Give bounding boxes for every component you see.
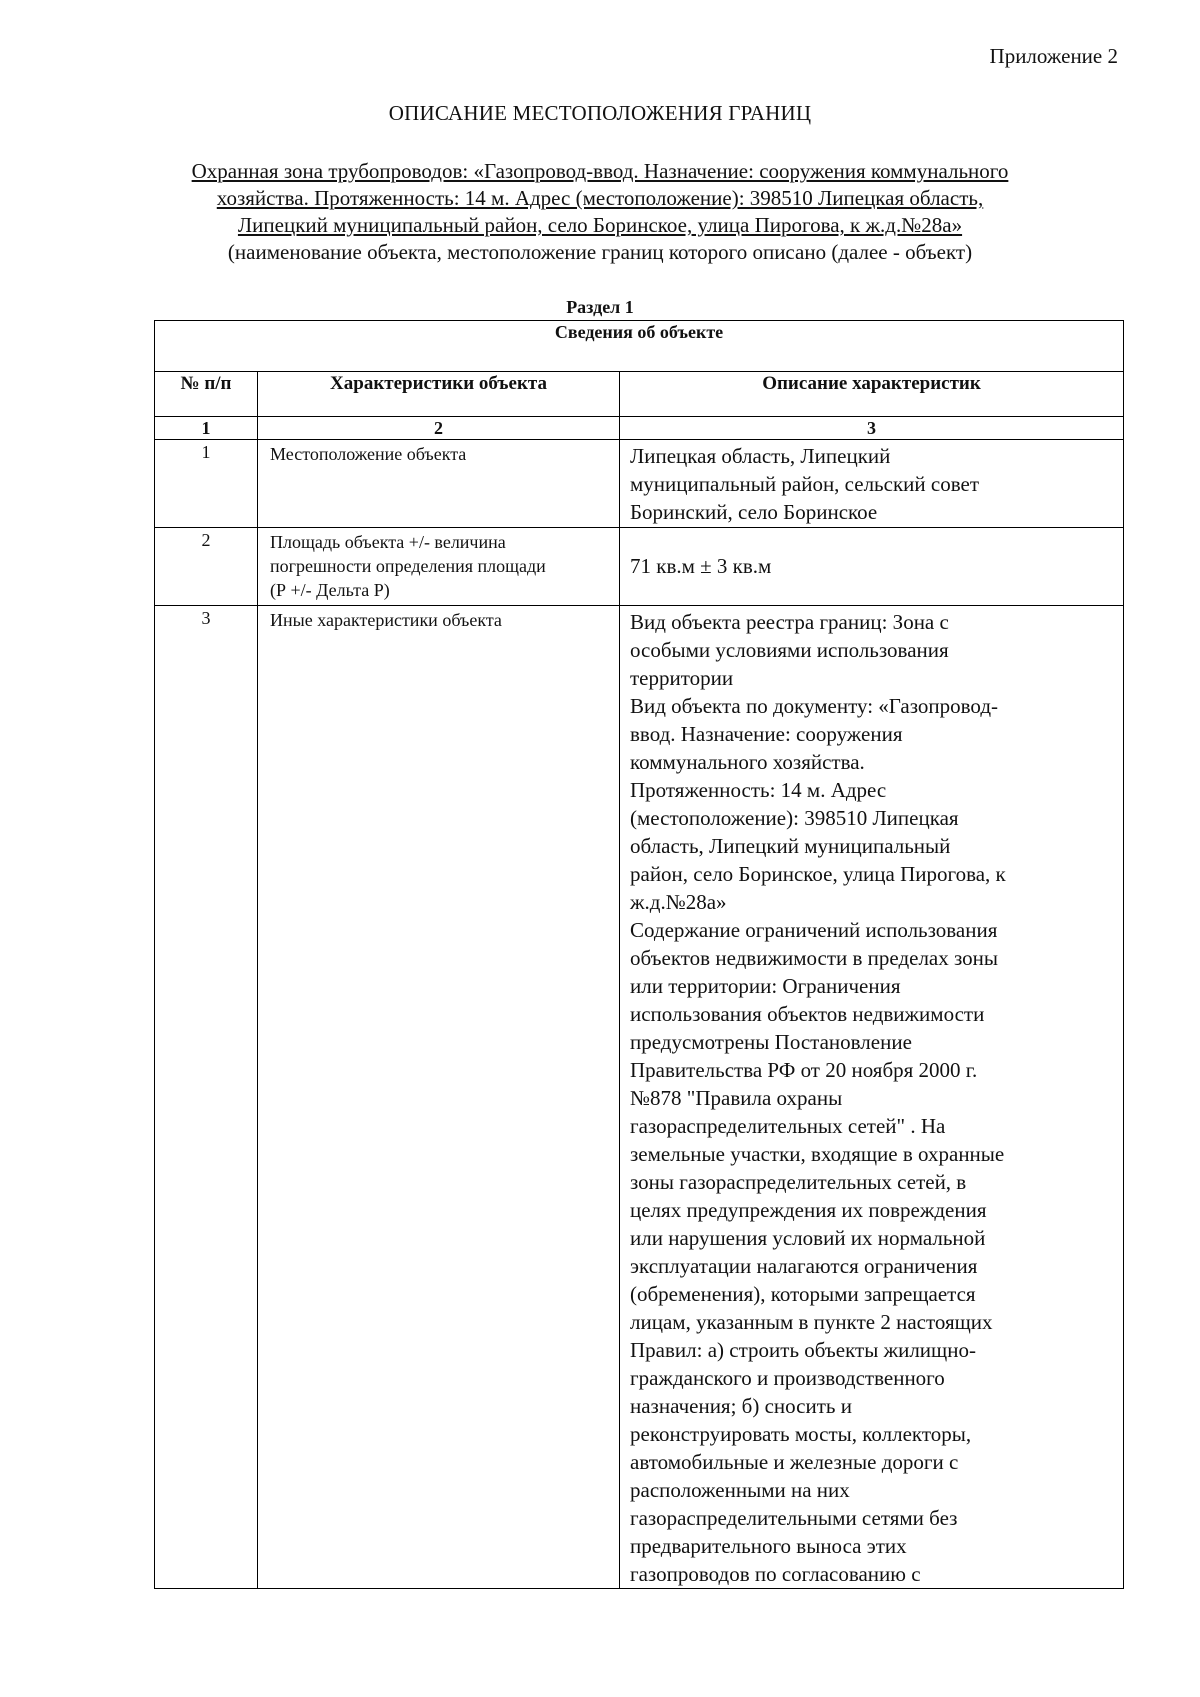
table-header-row: [155, 372, 1124, 417]
description-line: Вид объекта реестра границ: Зона с: [630, 610, 949, 634]
description-line: зоны газораспределительных сетей, в: [630, 1170, 967, 1194]
description-line: коммунального хозяйства.: [630, 750, 865, 774]
description-line: назначения; б) сносить и: [630, 1394, 852, 1418]
description-line: Правил: а) строить объекты жилищно-: [630, 1338, 976, 1362]
row-number: 2: [155, 528, 258, 606]
column-index-row: [155, 417, 1124, 440]
description-line: район, село Боринское, улица Пирогова, к: [630, 862, 1006, 886]
description-line: земельные участки, входящие в охранные: [630, 1142, 1005, 1166]
object-description: [100, 158, 1100, 266]
description-line: расположенными на них: [630, 1478, 850, 1502]
characteristic-line: Местоположение объекта: [270, 444, 467, 464]
description-line: область, Липецкий муниципальный: [630, 834, 951, 858]
description-line: Содержание ограничений использования: [630, 918, 998, 942]
description-line: ввод. Назначение: сооружения: [630, 722, 903, 746]
characteristic-line: (Р +/- Дельта Р): [270, 580, 390, 600]
description-line: предварительного выноса этих: [630, 1534, 907, 1558]
column-header-characteristic: Характеристики объекта: [258, 372, 620, 417]
description-line: территории: [630, 666, 734, 690]
appendix-label: Приложение 2: [989, 44, 1118, 68]
table-caption: Сведения об объекте: [155, 321, 1124, 372]
object-info-table: [154, 320, 1124, 1589]
row-characteristic: [258, 440, 620, 528]
table-row: [155, 440, 1124, 528]
row-characteristic: [258, 606, 620, 1589]
row-number: 3: [155, 606, 258, 1589]
description-line: предусмотрены Постановление: [630, 1030, 912, 1054]
object-name-line: хозяйства. Протяженность: 14 м. Адрес (местоположение): 398510 Липецкая область,: [216, 186, 984, 210]
column-header-description: Описание характеристик: [620, 372, 1124, 417]
object-name-line: Липецкий муниципальный район, село Боринское, улица Пирогова, к ж.д.№28а»: [237, 213, 963, 237]
table-caption-row: [155, 321, 1124, 372]
description-line: реконструировать мосты, коллекторы,: [630, 1422, 972, 1446]
description-line: муниципальный район, сельский совет: [630, 472, 979, 496]
column-index: 1: [155, 417, 258, 440]
description-line: газопроводов по согласованию с: [630, 1562, 921, 1586]
row-description: [620, 440, 1124, 528]
description-line: гражданского и производственного: [630, 1366, 945, 1390]
description-line: Боринский, село Боринское: [630, 500, 878, 524]
description-line: газораспределительными сетями без: [630, 1506, 958, 1530]
characteristic-line: погрешности определения площади: [270, 556, 546, 576]
description-line: Липецкая область, Липецкий: [630, 444, 891, 468]
row-description: [620, 528, 1124, 606]
description-line: (местоположение): 398510 Липецкая: [630, 806, 959, 830]
row-description: [620, 606, 1124, 1589]
column-index: 2: [258, 417, 620, 440]
description-line: 71 кв.м ± 3 кв.м: [630, 554, 772, 578]
section-label: Раздел 1: [566, 297, 634, 317]
description-line: использования объектов недвижимости: [630, 1002, 985, 1026]
description-line: эксплуатации налагаются ограничения: [630, 1254, 978, 1278]
description-line: объектов недвижимости в пределах зоны: [630, 946, 999, 970]
table-row: [155, 528, 1124, 606]
description-line: целях предупреждения их повреждения: [630, 1198, 987, 1222]
column-index: 3: [620, 417, 1124, 440]
object-name-line: Охранная зона трубопроводов: «Газопровод-ввод. Назначение: сооружения коммунального: [191, 159, 1009, 183]
description-line: лицам, указанным в пункте 2 настоящих: [630, 1310, 993, 1334]
description-line: ж.д.№28а»: [630, 890, 727, 914]
object-caption: (наименование объекта, местоположение границ которого описано (далее - объект): [227, 240, 973, 264]
description-line: или территории: Ограничения: [630, 974, 901, 998]
document-title: ОПИСАНИЕ МЕСТОПОЛОЖЕНИЯ ГРАНИЦ: [388, 101, 812, 125]
table-row: [155, 606, 1124, 1589]
description-line: (обременения), которыми запрещается: [630, 1282, 976, 1306]
description-line: особыми условиями использования: [630, 638, 949, 662]
description-line: №878 "Правила охраны: [630, 1086, 843, 1110]
description-line: газораспределительных сетей" . На: [630, 1114, 946, 1138]
column-header-number: № п/п: [155, 372, 258, 417]
description-line: Протяженность: 14 м. Адрес: [630, 778, 887, 802]
characteristic-line: Иные характеристики объекта: [270, 610, 502, 630]
row-number: 1: [155, 440, 258, 528]
description-line: автомобильные и железные дороги с: [630, 1450, 959, 1474]
characteristic-line: Площадь объекта +/- величина: [270, 532, 506, 552]
description-line: Вид объекта по документу: «Газопровод-: [630, 694, 999, 718]
description-line: Правительства РФ от 20 ноября 2000 г.: [630, 1058, 978, 1082]
description-line: или нарушения условий их нормальной: [630, 1226, 986, 1250]
row-characteristic: [258, 528, 620, 606]
